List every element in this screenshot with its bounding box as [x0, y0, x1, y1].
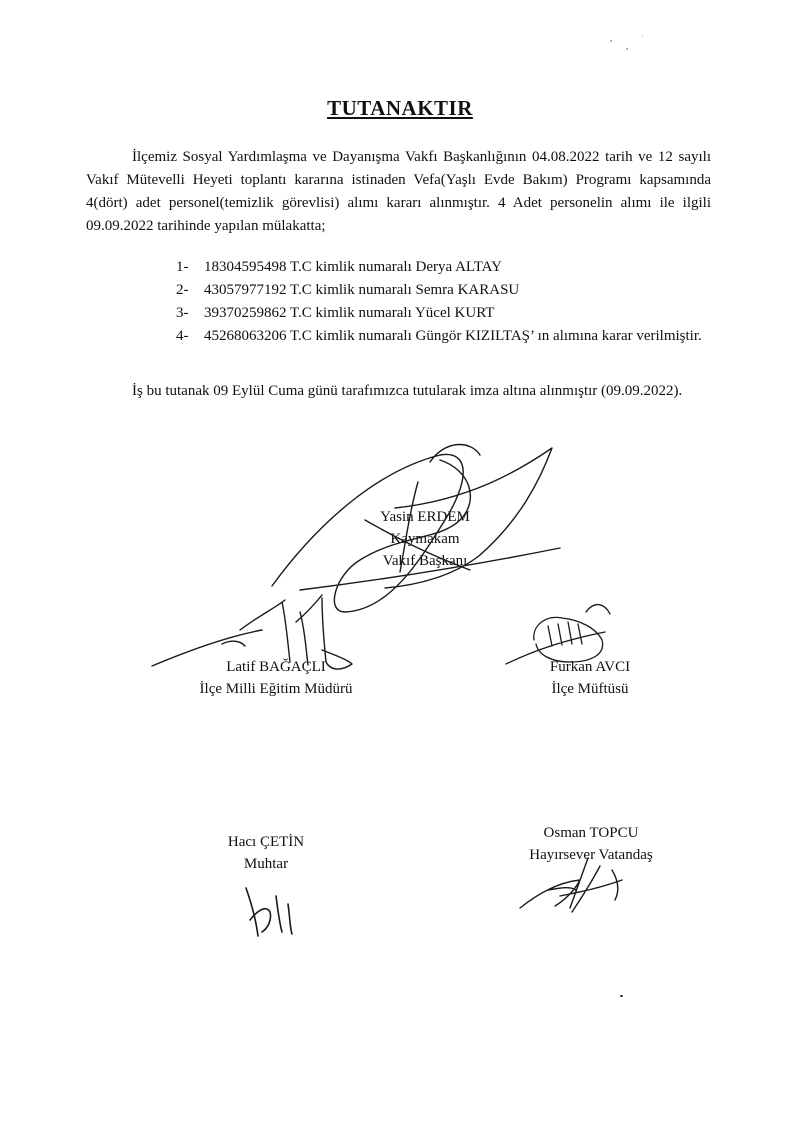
list-item: [176, 302, 716, 325]
intro-paragraph: İlçemiz Sosyal Yardımlaşma ve Dayanışma Vakfı Başkanlığının 04.08.2022 tarih ve 12 sayılı Vakıf Mütevelli Heyeti toplantı kararına istinaden Vefa(Yaşlı Evde Bakım) Programı kapsamında 4(dört) adet personel(temizlik görevlisi) alımı kararı alınmıştır. 4 Adet personelin alımı ile ilgili 09.09.2022 tarihinde yapılan mülakatta;: [86, 149, 711, 234]
scan-speck: [642, 36, 643, 37]
chair-subtitle: Vakıf Başkanı: [382, 553, 468, 569]
mufti-signature-block: [520, 656, 660, 700]
mufti-name: Furkan AVCI: [549, 659, 631, 675]
education-signature-block: [176, 656, 376, 700]
muhtar-signature-block: [206, 831, 326, 875]
benefactor-title: Hayırsever Vatandaş: [529, 847, 653, 863]
list-item-text: 39370259862 T.C kimlik numaralı Yücel KURT: [204, 305, 495, 321]
list-item-text: 45268063206 T.C kimlik numaralı Güngör KIZILTAŞ’ ın alımına karar verilmiştir.: [204, 328, 702, 344]
muhtar-name: Hacı ÇETİN: [227, 834, 305, 850]
list-item-text: 43057977192 T.C kimlik numaralı Semra KARASU: [204, 282, 520, 298]
muhtar-title: Muhtar: [243, 856, 289, 872]
list-item: [176, 325, 716, 348]
list-item-text: 18304595498 T.C kimlik numaralı Derya ALTAY: [204, 259, 502, 275]
benefactor-signature-block: [506, 822, 676, 866]
education-title: İlçe Milli Eğitim Müdürü: [199, 681, 353, 697]
document-title: TUTANAKTIR: [327, 96, 473, 120]
benefactor-signature-scrawl: [520, 858, 622, 912]
benefactor-name: Osman TOPCU: [543, 825, 639, 841]
scan-speck: [610, 40, 612, 42]
chair-signature-block: [360, 506, 490, 572]
list-item-number: 4-: [176, 328, 189, 344]
list-item-number: 1-: [176, 259, 189, 275]
list-item: [176, 279, 716, 302]
list-item: [176, 256, 716, 279]
chair-title: Kaymakam: [390, 531, 460, 547]
muhtar-signature-scrawl: [246, 888, 292, 936]
education-name: Latif BAĞAÇLI: [226, 659, 326, 675]
scan-speck: [620, 995, 623, 997]
list-item-number: 3-: [176, 305, 189, 321]
personnel-list: [176, 256, 716, 348]
list-item-number: 2-: [176, 282, 189, 298]
chair-name: Yasin ERDEM: [380, 509, 470, 525]
scan-speck: [626, 48, 628, 50]
closing-paragraph: İş bu tutanak 09 Eylül Cuma günü tarafımızca tutularak imza altına alınmıştır (09.09.2022).: [132, 383, 683, 399]
mufti-title: İlçe Müftüsü: [551, 681, 629, 697]
